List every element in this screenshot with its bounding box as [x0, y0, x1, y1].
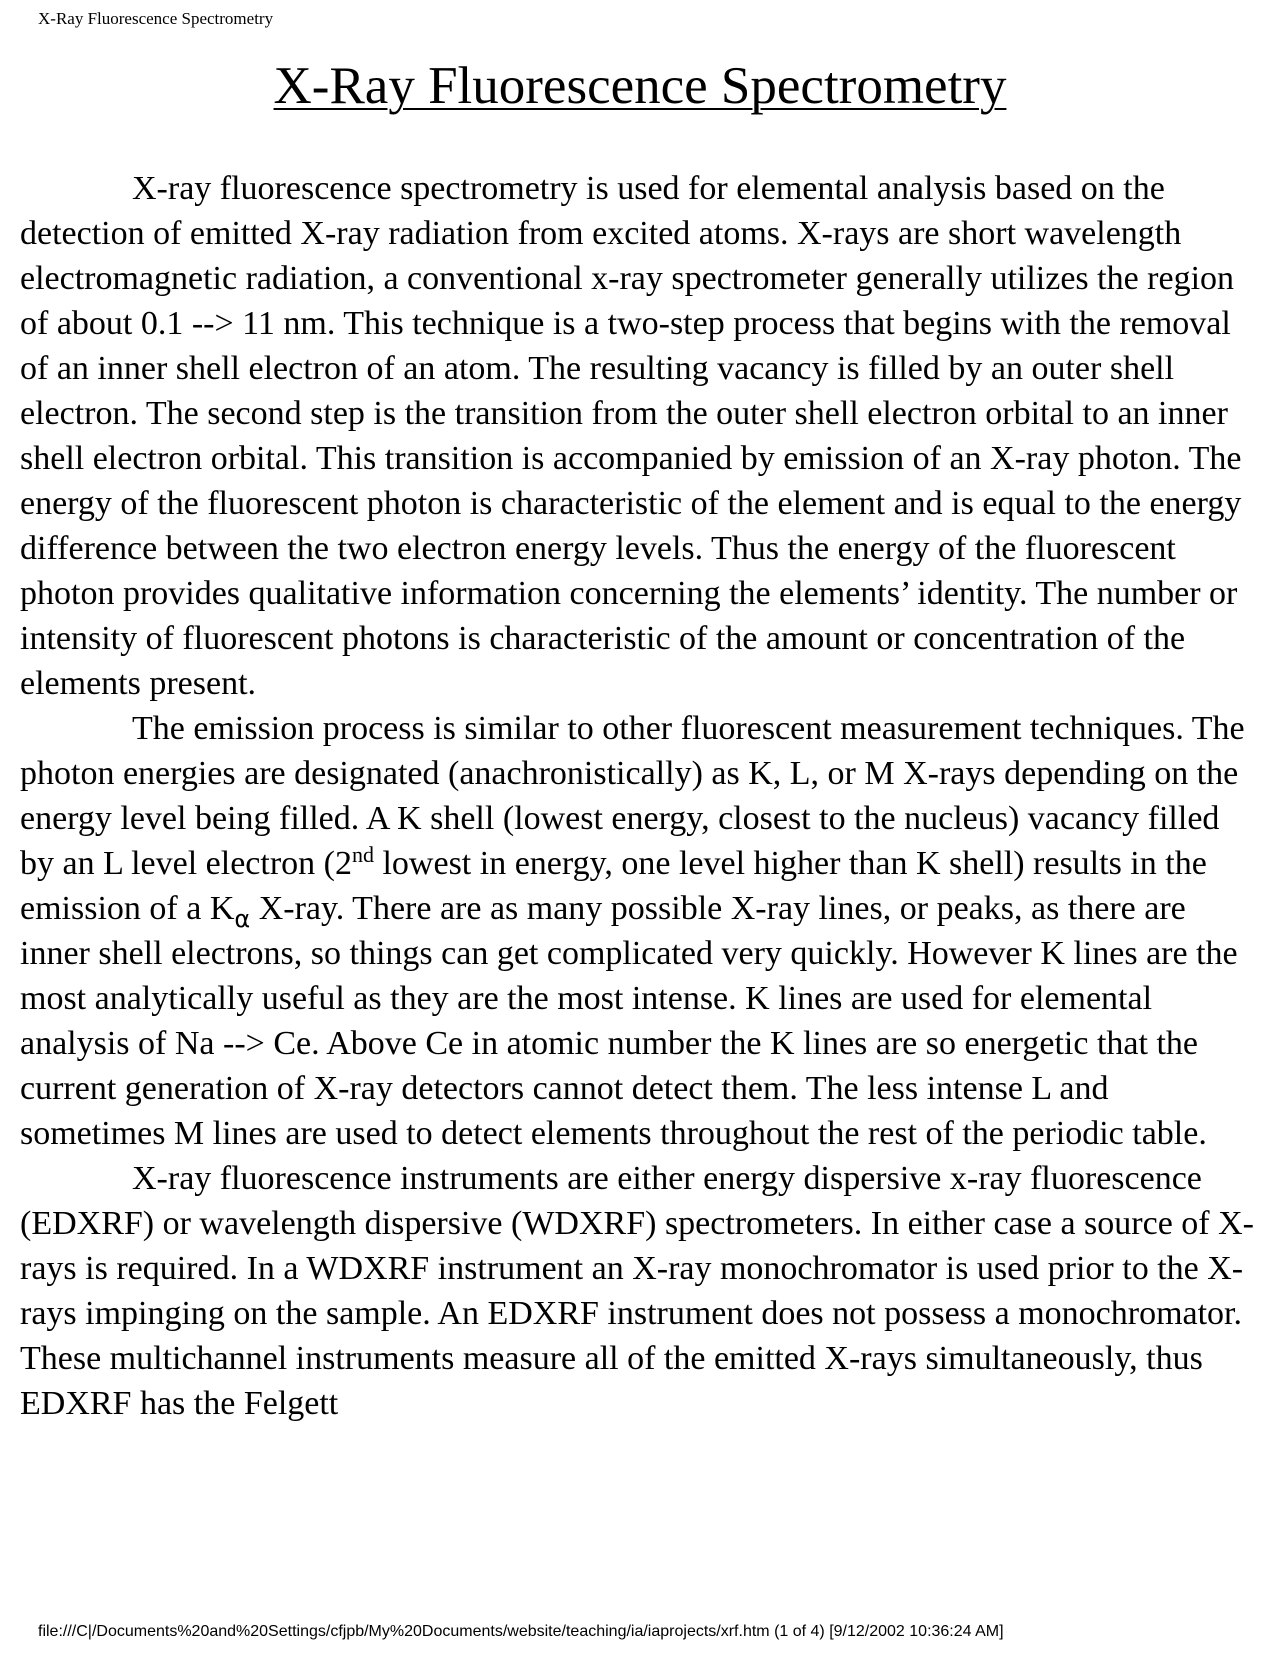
- paragraph-emission-process-text-3: X-ray. There are as many possible X-ray lines, or peaks, as there are inner shell electrons, so things can get complicated very quickly. However K lines are the most analytically useful as they are the most intense. K lines are used for elemental analysis of Na --> Ce. Above Ce in atomic number the K lines are so energetic that the current generation of X-ray detectors cannot detect them. The less intense L and sometimes M lines are used to detect elements throughout the rest of the periodic table.: [20, 890, 1238, 1152]
- print-header-title: X-Ray Fluorescence Spectrometry: [38, 9, 274, 28]
- k-line-symbol: K: [209, 890, 235, 927]
- document-body: [20, 166, 1260, 1426]
- paragraph-instruments: X-ray fluorescence instruments are either energy dispersive x-ray fluorescence (EDXRF) or wavelength dispersive (WDXRF) spectrometers. In either case a source of X-rays is required. In a WDXRF instrument an X-ray monochromator is used prior to the X-rays impinging on the sample. An EDXRF instrument does not possess a monochromator. These multichannel instruments measure all of the emitted X-rays simultaneously, thus EDXRF has the Felgett: [20, 1160, 1254, 1422]
- print-footer-path: file:///C|/Documents%20and%20Settings/cfjpb/My%20Documents/website/teaching/ia/iaprojects/xrf.htm (1 of 4) [9/12/2002 10:36:24 AM]: [38, 1623, 1004, 1640]
- alpha-subscript: α: [234, 905, 251, 933]
- ordinal-superscript: nd: [351, 842, 374, 867]
- paragraph-emission-process: [20, 706, 1260, 1156]
- paragraph-emission-process-text-1: The emission process is similar to other fluorescent measurement techniques. The photon energies are designated (anachronistically) as K, L, or M X-rays depending on the energy level being filled. A K shell (lowest energy, closest to the nucleus) vacancy filled by an L level electron (2: [20, 710, 1245, 882]
- paragraph-introduction: X-ray fluorescence spectrometry is used for elemental analysis based on the detection of emitted X-ray radiation from excited atoms. X-rays are short wavelength electromagnetic radiation, a conventional x-ray spectrometer generally utilizes the region of about 0.1 --> 11 nm. This technique is a two-step process that begins with the removal of an inner shell electron of an atom. The resulting vacancy is filled by an outer shell electron. The second step is the transition from the outer shell electron orbital to an inner shell electron orbital. This transition is accompanied by emission of an X-ray photon. The energy of the fluorescent photon is characteristic of the element and is equal to the energy difference between the two electron energy levels. Thus the energy of the fluorescent photon provides qualitative information concerning the elements’ identity. The number or intensity of fluorescent photons is characteristic of the amount or concentration of the elements present.: [20, 170, 1242, 702]
- document-title: X-Ray Fluorescence Spectrometry: [273, 57, 1007, 115]
- paragraph-emission-process-text-2: lowest in energy, one level higher than K shell) results in the emission of a: [20, 845, 1207, 927]
